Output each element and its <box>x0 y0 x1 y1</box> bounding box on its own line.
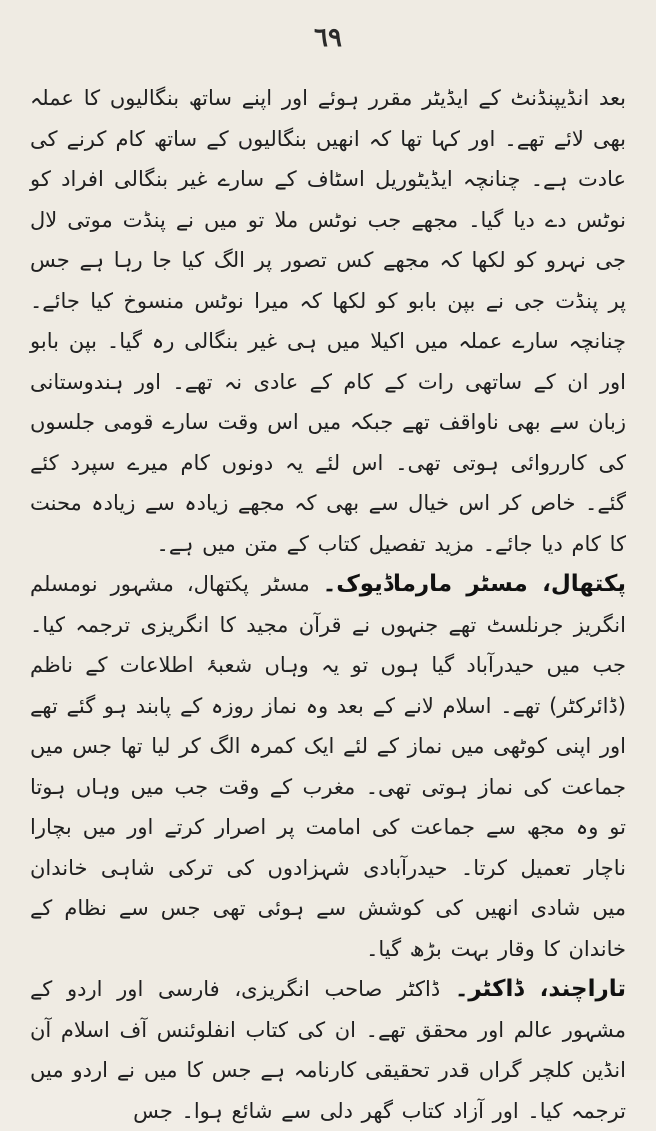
entry-text-pickthall: مسٹر پکتھال، مشہور نومسلم انگریز جرنلسٹ تھے جنہوں نے قرآن مجید کا انگریزی ترجمہ کیا۔ جب میں حیدرآباد گیا ہوں تو یہ وہاں شعبۂ اطلاعات کے ناظم (ڈائرکٹر) تھے۔ اسلام لانے کے بعد وہ نماز روزہ کے پابند ہو گئے تھے اور اپنی کوٹھی میں نماز کے لئے ایک کمرہ الگ کر لیا تھا جس میں جماعت کی نماز ہوتی تھی۔ مغرب کے وقت جب میں وہاں ہوتا تو وہ مجھ سے جماعت کی امامت پر اصرار کرتے اور میں بچارا ناچار تعمیل کرتا۔ حیدرآبادی شہزادوں کی ترکی شاہی خاندان میں شادی انھیں کی کوشش سے ہوئی تھی جس سے نظام کے خاندان کا وقار بہت بڑھ گیا۔ <box>30 572 626 961</box>
entry-heading-tarachand: تاراچند، ڈاکٹر۔ <box>454 976 626 1002</box>
entry-text-tarachand: ڈاکٹر صاحب انگریزی، فارسی اور اردو کے مشہور عالم اور محقق تھے۔ ان کی کتاب انفلوئنس آف اسلام آن انڈین کلچر گراں قدر تحقیقی کارنامہ ہے جس کا میں نے اردو میں ترجمہ کیا۔ اور آزاد کتاب گھر دلی سے شائع ہوا۔ جس <box>30 977 626 1123</box>
paragraph-independent-staff <box>30 78 626 564</box>
paragraph-text: بعد انڈیپنڈنٹ کے ایڈیٹر مقرر ہوئے اور اپنے ساتھ بنگالیوں کا عملہ بھی لائے تھے۔ اور کہا تھا کہ انھیں بنگالیوں کے ساتھ کام کرنے کی عادت ہے۔ چنانچہ ایڈیٹوریل اسٹاف کے سارے غیر بنگالی افراد کو نوٹس دے دیا گیا۔ مجھے جب نوٹس ملا تو میں نے پنڈت موتی لال جی نہرو کو لکھا کہ مجھے کس تصور پر الگ کیا جا رہا ہے جس پر پنڈت جی نے بپن بابو کو لکھا کہ میرا نوٹس منسوخ کیا جائے۔ چنانچہ سارے عملہ میں اکیلا میں ہی غیر بنگالی رہ گیا۔ بپن بابو اور ان کے ساتھی رات کے کام کے عادی نہ تھے۔ اور ہندوستانی زبان سے بھی ناواقف تھے جبکہ میں اس وقت سارے قومی جلسوں کی کارروائی ہوتی تھی۔ اس لئے یہ دونوں کام میرے سپرد کئے گئے۔ خاص کر اس خیال سے بھی کہ مجھے زیادہ سے زیادہ محنت کا کام دیا جائے۔ مزید تفصیل کتاب کے متن میں ہے۔ <box>30 86 626 556</box>
entry-tarachand <box>30 969 626 1131</box>
entry-heading-pickthall: پکتھال، مسٹر مارماڈیوک۔ <box>322 571 626 597</box>
page-body-text <box>30 78 626 1131</box>
entry-pickthall <box>30 564 626 969</box>
page-number: ٦٩ <box>314 23 342 53</box>
